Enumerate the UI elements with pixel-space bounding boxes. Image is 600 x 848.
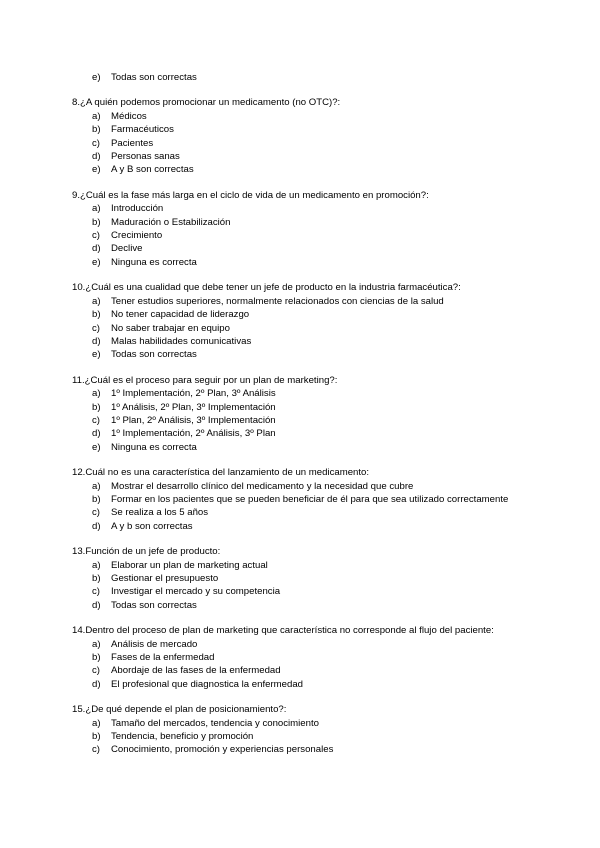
question-stem: 15.¿De qué depende el plan de posicionamiento?:	[72, 704, 287, 716]
option-text: Formar en los pacientes que se pueden beneficiar de él para que sea utilizado correctamente	[111, 493, 509, 505]
option-item	[72, 123, 592, 136]
option-text: Pacientes	[111, 137, 154, 149]
option-item	[72, 387, 592, 400]
option-text: Declive	[111, 243, 143, 255]
option-letter: a)	[92, 388, 101, 400]
question-block	[72, 703, 592, 757]
option-letter: d)	[92, 151, 101, 163]
option-letter: c)	[92, 230, 100, 242]
option-text: 1º Implementación, 2º Análisis, 3º Plan	[111, 428, 276, 440]
option-text: No tener capacidad de liderazgo	[111, 309, 250, 321]
option-text: Investigar el mercado y su competencia	[111, 586, 281, 598]
option-item	[72, 559, 592, 572]
option-letter: d)	[92, 599, 101, 611]
option-letter: d)	[92, 520, 101, 532]
option-text: Gestionar el presupuesto	[111, 573, 219, 584]
option-item	[72, 638, 592, 651]
option-text: Elaborar un plan de marketing actual	[111, 559, 268, 571]
option-item	[72, 110, 592, 123]
option-letter: d)	[92, 428, 101, 440]
option-list	[72, 110, 592, 177]
question-block	[72, 189, 592, 269]
option-text: Crecimiento	[111, 230, 163, 242]
option-item	[72, 585, 592, 598]
option-item	[72, 335, 592, 348]
option-item	[72, 506, 592, 519]
question-stem: 13.Función de un jefe de producto:	[72, 546, 221, 558]
option-item	[72, 322, 592, 335]
option-item	[72, 137, 592, 150]
option-letter: a)	[92, 559, 101, 571]
option-list	[72, 480, 592, 534]
option-item	[72, 348, 592, 361]
option-text: Todas son correctas	[111, 349, 197, 361]
option-text: Tendencia, beneficio y promoción	[111, 731, 254, 743]
option-item	[72, 71, 592, 84]
option-letter: b)	[92, 652, 101, 664]
option-text: Introducción	[111, 203, 164, 215]
option-item	[72, 664, 592, 677]
question-list	[72, 96, 592, 756]
option-letter: a)	[92, 638, 101, 650]
question-block	[72, 281, 592, 361]
option-text: Fases de la enfermedad	[111, 652, 215, 664]
option-text: Médicos	[111, 110, 147, 122]
option-letter: b)	[92, 573, 101, 584]
option-item	[72, 678, 592, 691]
option-item	[72, 308, 592, 321]
option-letter: a)	[92, 110, 101, 122]
option-text: A y b son correctas	[111, 520, 193, 532]
question-stem: 11.¿Cuál es el proceso para seguir por un plan de marketing?:	[72, 374, 338, 386]
option-letter: b)	[92, 216, 101, 228]
option-text: Mostrar el desarrollo clínico del medicamento y la necesidad que cubre	[111, 480, 414, 492]
option-text: Todas son correctas	[111, 599, 197, 611]
option-item	[72, 441, 592, 454]
option-letter: c)	[92, 665, 100, 677]
option-letter: b)	[92, 493, 101, 505]
option-letter: b)	[92, 124, 101, 136]
option-letter: b)	[92, 731, 101, 743]
option-item	[72, 730, 592, 743]
option-item	[72, 651, 592, 664]
option-item	[72, 572, 592, 585]
option-item	[72, 216, 592, 229]
question-stem: 12.Cuál no es una característica del lanzamiento de un medicamento:	[72, 467, 370, 479]
option-item	[72, 256, 592, 269]
option-text: Se realiza a los 5 años	[111, 507, 209, 519]
option-item	[72, 493, 592, 506]
option-letter: c)	[92, 744, 100, 756]
option-item	[72, 414, 592, 427]
option-text: Malas habilidades comunicativas	[111, 335, 252, 347]
option-letter: a)	[92, 295, 101, 307]
option-letter: b)	[92, 309, 101, 321]
option-letter: d)	[92, 678, 101, 690]
option-letter: c)	[92, 586, 100, 598]
option-item	[72, 520, 592, 533]
option-item	[72, 295, 592, 308]
option-text: Ninguna es correcta	[111, 441, 197, 453]
option-list	[72, 387, 592, 454]
option-item	[72, 717, 592, 730]
option-text: Todas son correctas	[111, 72, 197, 83]
question-block	[72, 624, 592, 691]
option-list	[72, 717, 592, 757]
question-stem: 8.¿A quién podemos promocionar un medicamento (no OTC)?:	[72, 97, 341, 109]
option-item	[72, 150, 592, 163]
option-text: Ninguna es correcta	[111, 256, 197, 268]
option-text: Maduración o Estabilización	[111, 216, 231, 228]
option-letter: e)	[92, 441, 101, 453]
option-text: Personas sanas	[111, 151, 180, 163]
option-item	[72, 229, 592, 242]
option-list	[72, 638, 592, 692]
option-letter: d)	[92, 335, 101, 347]
question-block	[72, 374, 592, 454]
question-stem: 14.Dentro del proceso de plan de marketing que característica no corresponde al flujo del paciente:	[72, 625, 494, 637]
option-text: Conocimiento, promoción y experiencias personales	[111, 744, 334, 756]
option-text: Tener estudios superiores, normalmente relacionados con ciencias de la salud	[111, 295, 444, 307]
quiz-content	[72, 71, 592, 757]
question-block	[72, 466, 592, 533]
option-text: Abordaje de las fases de la enfermedad	[111, 665, 281, 677]
option-letter: a)	[92, 717, 101, 729]
option-text: A y B son correctas	[111, 164, 194, 176]
option-list	[72, 559, 592, 613]
option-item	[72, 427, 592, 440]
option-item	[72, 480, 592, 493]
option-item	[72, 599, 592, 612]
first-block-options	[72, 71, 592, 84]
option-list	[72, 295, 592, 362]
option-text: Tamaño del mercados, tendencia y conocimiento	[111, 717, 319, 729]
option-text: El profesional que diagnostica la enfermedad	[111, 678, 304, 690]
option-letter: e)	[92, 349, 101, 361]
option-item	[72, 743, 592, 756]
option-letter: e)	[92, 72, 101, 83]
option-letter: c)	[92, 137, 100, 149]
option-letter: b)	[92, 401, 101, 413]
option-text: No saber trabajar en equipo	[111, 322, 230, 334]
option-letter: e)	[92, 164, 101, 176]
option-letter: a)	[92, 480, 101, 492]
option-text: 1º Análisis, 2º Plan, 3º Implementación	[111, 401, 276, 413]
option-text: Farmacéuticos	[111, 124, 174, 136]
option-letter: e)	[92, 256, 101, 268]
option-text: 1º Plan, 2º Análisis, 3º Implementación	[111, 414, 276, 426]
option-list	[72, 202, 592, 269]
option-item	[72, 401, 592, 414]
option-letter: c)	[92, 322, 100, 334]
option-text: Análisis de mercado	[111, 638, 198, 650]
option-letter: a)	[92, 203, 101, 215]
option-letter: c)	[92, 414, 100, 426]
option-letter: d)	[92, 243, 101, 255]
question-stem: 10.¿Cuál es una cualidad que debe tener un jefe de producto en la industria farmacéutica?:	[72, 282, 461, 294]
question-block	[72, 545, 592, 612]
question-block	[72, 96, 592, 176]
option-item	[72, 202, 592, 215]
option-letter: c)	[92, 507, 100, 519]
option-text: 1º Implementación, 2º Plan, 3º Análisis	[111, 388, 276, 400]
option-item	[72, 242, 592, 255]
option-item	[72, 163, 592, 176]
question-stem: 9.¿Cuál es la fase más larga en el ciclo de vida de un medicamento en promoción?:	[72, 189, 429, 201]
